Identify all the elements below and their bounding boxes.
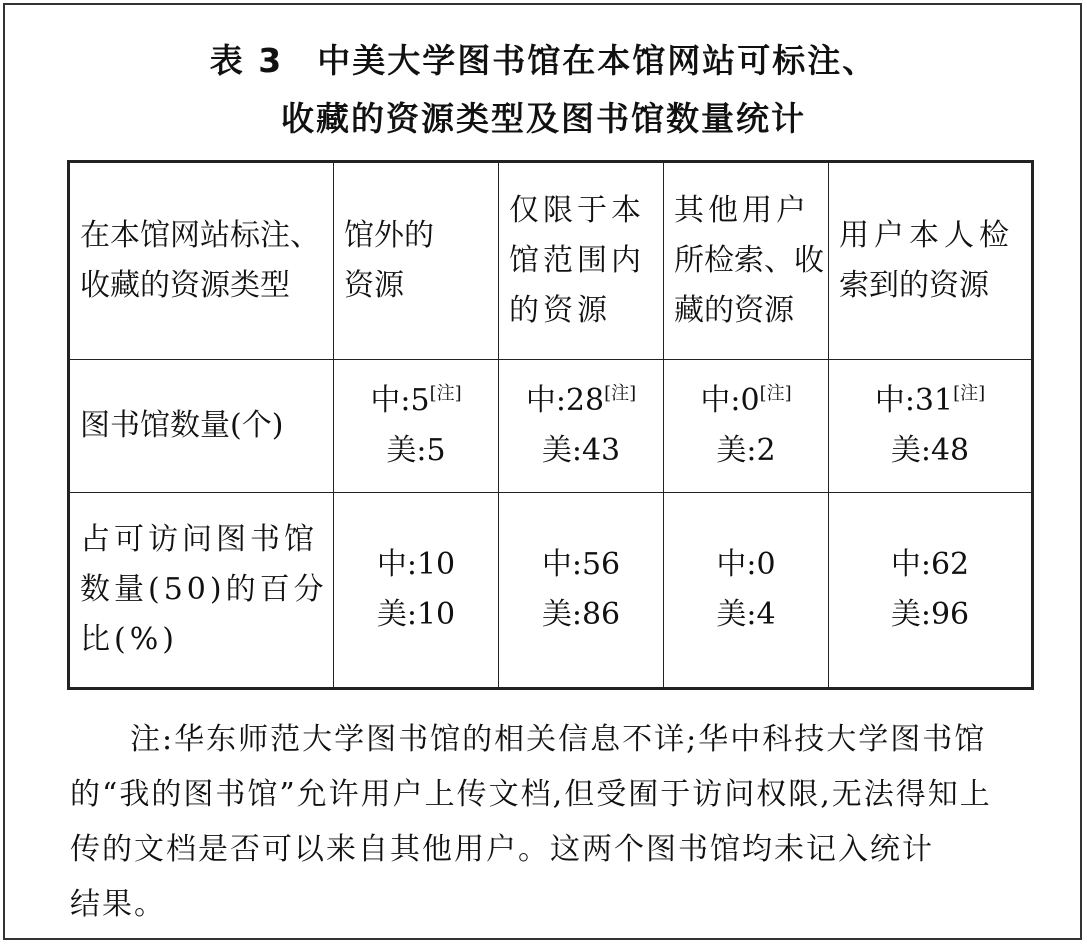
count-us-value: 美:43 [541,433,621,468]
count-row [69,360,1033,493]
table-number: 表 3 [209,41,284,80]
percent-row-label-line: 比(%) [80,622,178,657]
footnote-line: 传的文档是否可以来自其他用户。这两个图书馆均未记入统计 [70,832,934,867]
count-cn [839,376,1021,426]
note-ref: [注] [429,383,462,404]
count-cn [344,376,488,426]
count-cn-value: 中:0 [700,383,760,418]
percent-us-value: 美:96 [890,597,970,632]
percent-cn-value: 中:0 [716,547,776,582]
count-us-value: 美:2 [716,433,776,468]
count-cn [509,376,653,426]
percent-cell-self [829,493,1033,689]
header-col-line: 馆范围内 [509,243,645,278]
percent-us-value: 美:10 [376,597,456,632]
header-col-self [829,162,1033,360]
count-cn-value: 中:28 [525,383,605,418]
percent-row-label [69,493,334,689]
header-col-other-users [664,162,829,360]
footnote-line: 结果。 [70,887,166,922]
header-col-line: 用户本人检 [839,218,1014,253]
header-col-line: 仅限于本 [509,193,645,228]
table-header-row [69,162,1033,360]
header-col-line: 的资源 [509,293,611,328]
count-row-label: 图书馆数量(个) [69,360,334,493]
note-ref: [注] [759,383,792,404]
count-cn-value: 中:5 [370,383,430,418]
header-col-line: 所检索、收 [674,243,824,278]
header-col-line: 藏的资源 [674,293,794,328]
percent-us-value: 美:4 [716,597,776,632]
count-us-value: 美:5 [386,433,446,468]
table-footnote [70,712,1030,932]
header-col-line: 索到的资源 [839,268,989,303]
percent-row [69,493,1033,689]
footnote-line: 注:华东师范大学图书馆的相关信息不详;华中科技大学图书馆 [130,722,987,757]
note-ref: [注] [953,383,986,404]
count-us-value: 美:48 [890,433,970,468]
percent-us-value: 美:86 [541,597,621,632]
header-col-internal [499,162,664,360]
table-title-text-1: 中美大学图书馆在本馆网站可标注、 [317,41,878,80]
percent-cell-internal [499,493,664,689]
header-row-label [69,162,334,360]
header-col-line: 其他用户 [674,193,810,228]
header-col-external [334,162,499,360]
header-col-line: 馆外的 [344,218,434,253]
header-col-line: 资源 [344,268,404,303]
count-cn-value: 中:31 [874,383,954,418]
table-title-line-2: 收藏的资源类型及图书馆数量统计 [281,99,806,138]
footnote-line: 的“我的图书馆”允许用户上传文档,但受囿于访问权限,无法得知上 [70,777,992,812]
percent-cn-value: 中:56 [541,547,621,582]
percent-row-label-line: 占可访问图书馆 [80,522,318,557]
percent-cell-other-users [664,493,829,689]
percent-row-label-line: 数量(50)的百分 [80,572,328,607]
percent-cell-external [334,493,499,689]
note-ref: [注] [604,383,637,404]
count-cn [674,376,818,426]
header-row-label-line: 收藏的资源类型 [80,268,290,303]
percent-cn-value: 中:10 [376,547,456,582]
statistics-table [67,160,1034,690]
count-cell-internal [499,360,664,493]
count-cell-other-users [664,360,829,493]
count-cell-external [334,360,499,493]
table-title-line-1 [0,41,1087,80]
percent-cn-value: 中:62 [890,547,970,582]
count-cell-self [829,360,1033,493]
header-row-label-line: 在本馆网站标注、 [80,218,320,253]
